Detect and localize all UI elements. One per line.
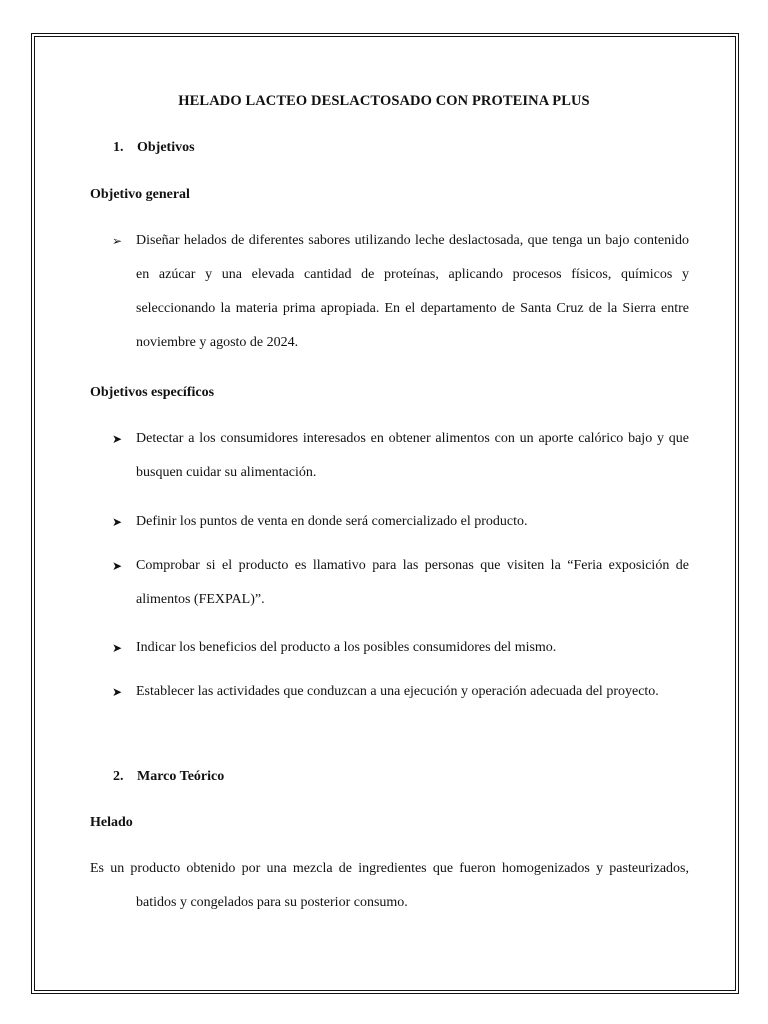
list-item-specific — [112, 631, 689, 665]
arrow-bullet-icon: ➤ — [112, 515, 123, 529]
list-item-specific — [112, 505, 689, 539]
list-item-specific — [112, 549, 689, 617]
list-item-text: Establecer las actividades que conduzcan a una ejecución y operación adecuada del proyecto. — [136, 684, 659, 699]
section-number: 1. — [113, 140, 124, 155]
arrow-bullet-icon: ➢ — [112, 234, 123, 248]
arrow-bullet-icon: ➤ — [112, 432, 123, 446]
list-item-specific — [112, 422, 689, 490]
section-number: 2. — [113, 769, 124, 784]
list-item-text: Detectar a los consumidores interesados en obtener alimentos con un aporte calórico bajo y que busquen cuidar su alimentación. — [136, 431, 689, 480]
document-title: HELADO LACTEO DESLACTOSADO CON PROTEINA PLUS — [178, 93, 590, 109]
list-item-text: Definir los puntos de venta en donde será comercializado el producto. — [136, 514, 528, 529]
list-item-specific — [112, 675, 689, 709]
subheading-helado: Helado — [90, 815, 133, 830]
section-heading-objetivos — [113, 140, 195, 156]
list-item-general — [112, 224, 689, 360]
arrow-bullet-icon: ➤ — [112, 685, 123, 699]
section-title: Marco Teórico — [137, 769, 225, 784]
arrow-bullet-icon: ➤ — [112, 641, 123, 655]
list-item-text: Indicar los beneficios del producto a los posibles consumidores del mismo. — [136, 640, 557, 655]
subheading-objetivos-especificos: Objetivos específicos — [90, 385, 215, 400]
arrow-bullet-icon: ➤ — [112, 559, 123, 573]
section-heading-marco-teorico — [113, 769, 224, 785]
list-item-text: Comprobar si el producto es llamativo para las personas que visiten la “Feria exposición de alimentos (FEXPAL)”. — [136, 558, 689, 607]
list-item-text: Diseñar helados de diferentes sabores utilizando leche deslactosada, que tenga un bajo contenido en azúcar y una elevada cantidad de proteínas, aplicando procesos físicos, químicos y seleccionando la materia prima apropiada. En el departamento de Santa Cruz de la Sierra entre noviembre y agosto de 2024. — [136, 233, 689, 350]
subheading-objetivo-general: Objetivo general — [90, 187, 190, 202]
helado-paragraph: Es un producto obtenido por una mezcla de ingredientes que fueron homogenizados y pasteurizados, batidos y congelados para su posterior consumo. — [90, 861, 689, 910]
section-title: Objetivos — [137, 140, 195, 155]
